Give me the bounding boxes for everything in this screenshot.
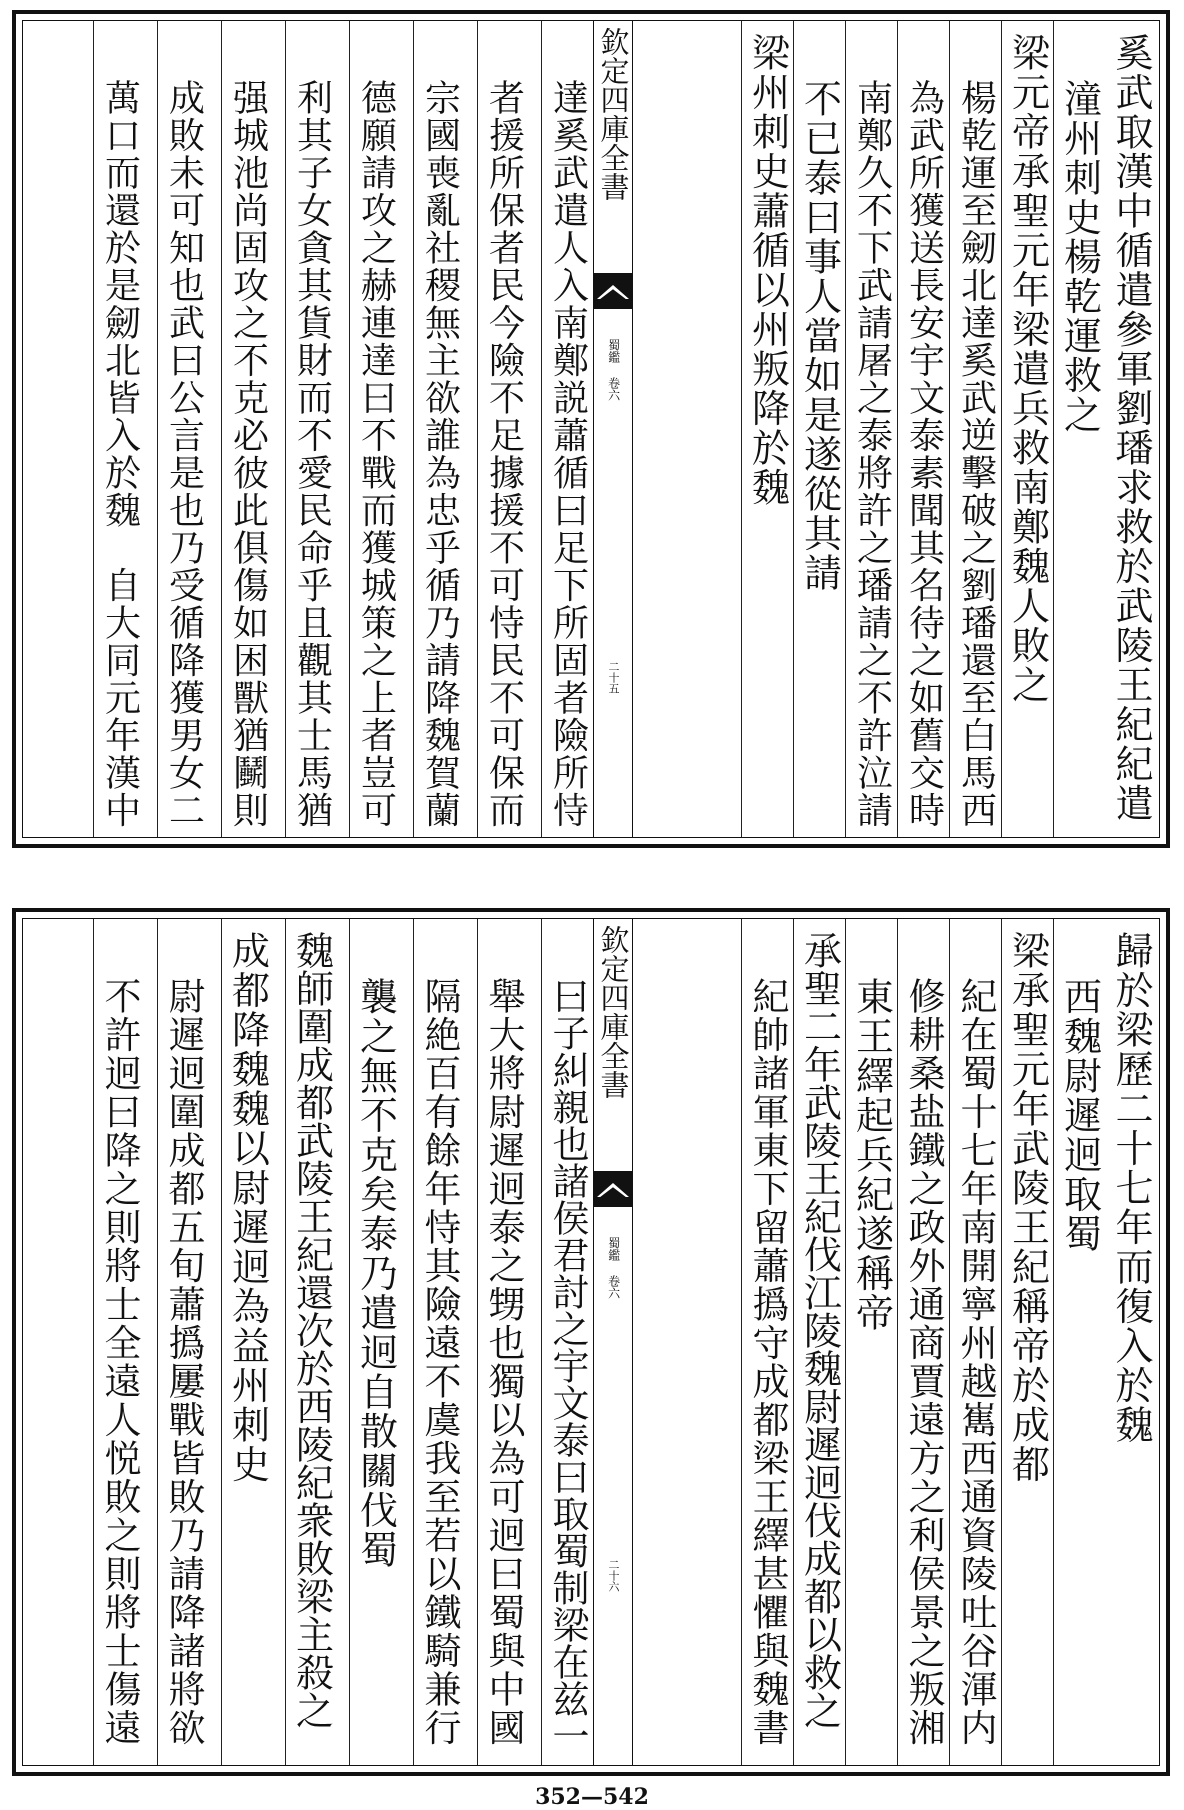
column-text: 成敗未可知也武曰公言是也乃受循降獲男女二 bbox=[163, 79, 205, 829]
text-column bbox=[93, 919, 145, 1765]
column-text: 東王繹起兵紀遂稱帝 bbox=[849, 977, 894, 1333]
spacer bbox=[633, 21, 741, 837]
text-column bbox=[349, 919, 401, 1765]
column-text: 萬口而還於是劒北皆入於魏 自大同元年漢中 bbox=[99, 79, 141, 829]
column-text: 曰子糾親也諸侯君討之宇文泰曰取蜀制梁在兹一 bbox=[546, 977, 589, 1754]
text-column bbox=[157, 21, 209, 837]
book-title: 欽定四庫全書 bbox=[596, 925, 631, 1099]
text-column bbox=[477, 21, 529, 837]
fishtail-mark bbox=[594, 273, 632, 309]
column-text: 不已泰曰事人當如是遂從其請 bbox=[797, 79, 842, 593]
text-column bbox=[221, 21, 273, 837]
text-column bbox=[897, 919, 949, 1765]
column-text: 紀在蜀十七年南開寧州越嶲西通資陵吐谷渾内 bbox=[954, 977, 997, 1747]
page-number: 二十六 bbox=[607, 1559, 620, 1592]
text-column bbox=[793, 919, 845, 1765]
text-column bbox=[349, 21, 401, 837]
top-page-frame bbox=[22, 20, 1160, 838]
column-text: 奚武取漢中循遣參軍劉璠求救於武陵王紀紀遣 bbox=[1109, 33, 1153, 823]
column-text: 德願請攻之赫連達曰不戰而獲城策之上者豈可 bbox=[355, 79, 397, 829]
column-text: 利其子女貪其貨財而不愛民命乎且觀其士馬猶 bbox=[291, 79, 333, 829]
column-text: 紀帥諸軍東下留蕭撝守成都梁王繹甚懼與魏書 bbox=[746, 977, 789, 1747]
column-text: 成都降魏魏以尉遲迥為益州刺史 bbox=[225, 931, 270, 1484]
book-title: 欽定四庫全書 bbox=[596, 27, 631, 201]
text-column bbox=[285, 21, 337, 837]
column-text: 舉大將尉遲迥泰之甥也獨以為可迥曰蜀與中國 bbox=[482, 977, 525, 1747]
center-fold-band bbox=[593, 919, 633, 1765]
column-text: 尉遲迥圍成都五旬蕭撝屢戰皆敗乃請降諸將欲 bbox=[162, 977, 205, 1747]
column-text: 宗國喪亂社稷無主欲誰為忠乎循乃請降魏賀蘭 bbox=[419, 79, 461, 829]
top-page bbox=[12, 10, 1170, 848]
fishtail-mark bbox=[594, 1171, 632, 1207]
column-text: 不許迥曰降之則將士全遠人悦敗之則將士傷遠 bbox=[98, 977, 141, 1747]
text-column bbox=[845, 919, 897, 1765]
column-text: 修耕桑盐鐵之政外通商賈遠方之利侯景之叛湘 bbox=[902, 977, 945, 1747]
column-text: 隔絶百有餘年恃其險遠不虞我至若以鐵騎兼行 bbox=[418, 977, 461, 1747]
text-column bbox=[541, 21, 593, 837]
column-text: 南鄭久不下武請屠之泰將許之璠請之不許泣請 bbox=[851, 79, 893, 829]
text-column bbox=[741, 21, 793, 837]
text-column bbox=[157, 919, 209, 1765]
column-text: 楊乾運至劒北達奚武逆擊破之劉璠還至白馬西 bbox=[955, 79, 997, 829]
center-fold-band bbox=[593, 21, 633, 837]
text-column bbox=[845, 21, 897, 837]
text-column bbox=[949, 919, 1001, 1765]
text-column bbox=[897, 21, 949, 837]
page-number: 二十五 bbox=[607, 661, 620, 694]
text-column bbox=[1053, 21, 1105, 837]
text-column bbox=[793, 21, 845, 837]
column-text: 承聖二年武陵王紀伐江陵魏尉遲迥伐成都以救之 bbox=[797, 931, 842, 1729]
spacer bbox=[633, 919, 741, 1765]
column-text: 梁承聖元年武陵王紀稱帝於成都 bbox=[1005, 931, 1050, 1484]
column-text: 襲之無不克矣泰乃遣迥自散關伐蜀 bbox=[353, 977, 398, 1570]
text-column bbox=[413, 919, 465, 1765]
text-column bbox=[741, 919, 793, 1765]
bottom-page bbox=[12, 908, 1170, 1776]
text-column bbox=[541, 919, 593, 1765]
text-column bbox=[1053, 919, 1105, 1765]
column-text: 為武所獲送長安宇文泰素聞其名待之如舊交時 bbox=[903, 79, 945, 829]
text-column bbox=[285, 919, 337, 1765]
text-column bbox=[93, 21, 145, 837]
column-text: 强城池尚固攻之不克必彼此俱傷如困獸猶鬭則 bbox=[227, 79, 269, 829]
text-column bbox=[1105, 21, 1157, 837]
volume-label: 蜀鑑 卷六 bbox=[606, 1237, 621, 1299]
text-column bbox=[1001, 21, 1053, 837]
column-text: 者援所保者民今險不足據援不可恃民不可保而 bbox=[483, 79, 525, 829]
text-column bbox=[949, 21, 1001, 837]
text-column bbox=[477, 919, 529, 1765]
text-column bbox=[413, 21, 465, 837]
column-text: 潼州刺史楊乾運救之 bbox=[1057, 79, 1102, 435]
page-footer-number: 352—542 bbox=[535, 1784, 649, 1810]
column-text: 魏師圍成都武陵王紀還次於西陵紀衆敗梁主殺之 bbox=[289, 931, 334, 1729]
column-text: 西魏尉遲迥取蜀 bbox=[1057, 977, 1102, 1254]
text-column bbox=[1105, 919, 1157, 1765]
column-text: 梁元帝承聖元年梁遣兵救南鄭魏人敗之 bbox=[1005, 33, 1050, 705]
volume-label: 蜀鑑 卷六 bbox=[606, 339, 621, 401]
column-text: 達奚武遣人入南鄭説蕭循曰足下所固者險所恃 bbox=[547, 79, 589, 829]
bottom-page-frame bbox=[22, 918, 1160, 1766]
text-column bbox=[221, 919, 273, 1765]
text-column bbox=[1001, 919, 1053, 1765]
column-text: 梁州刺史蕭循以州叛降於魏 bbox=[745, 33, 790, 507]
column-text: 歸於梁歷二十七年而復入於魏 bbox=[1109, 931, 1153, 1445]
